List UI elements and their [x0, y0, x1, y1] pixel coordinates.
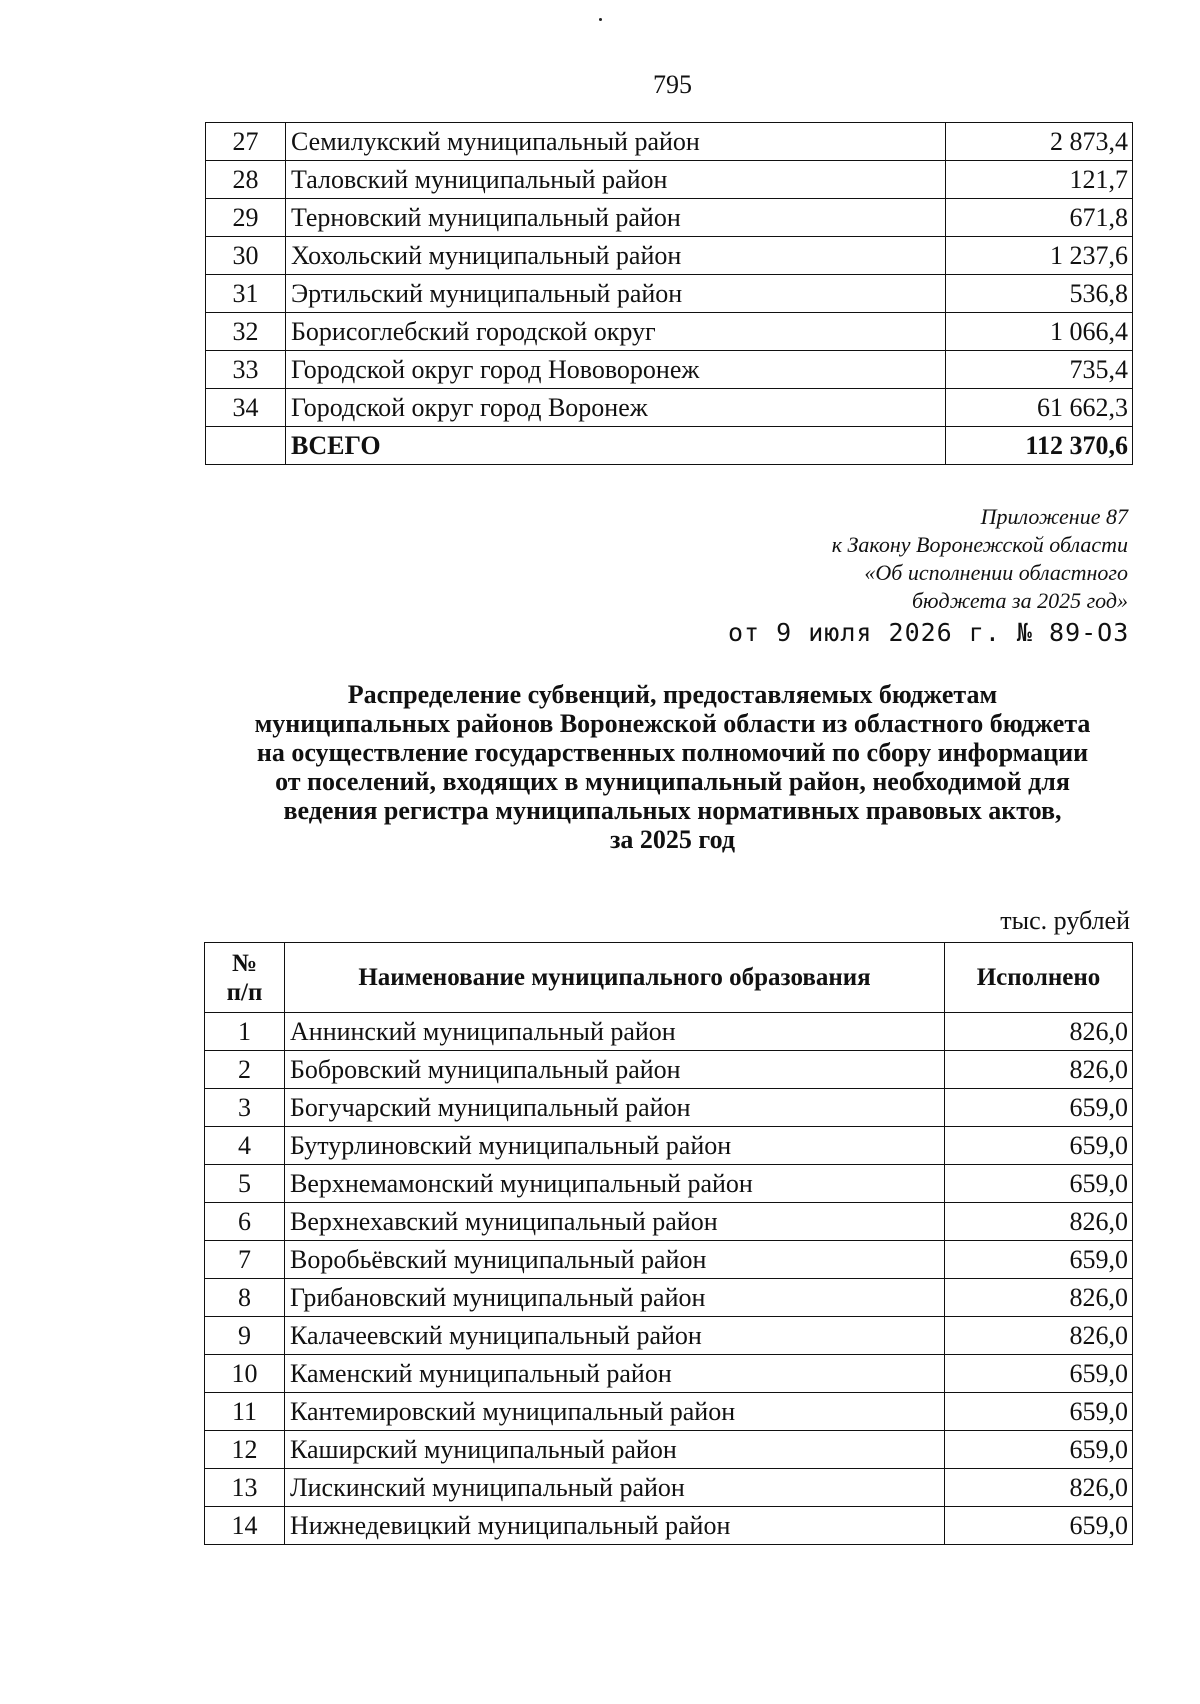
header-num — [205, 943, 285, 1013]
appendix-note — [832, 503, 1128, 615]
table-header-row — [205, 943, 1133, 1013]
title-line: за 2025 год — [609, 825, 735, 854]
row-number: 28 — [206, 161, 286, 199]
table-row — [205, 1507, 1133, 1545]
row-number: 33 — [206, 351, 286, 389]
row-value: 826,0 — [945, 1317, 1133, 1355]
row-name: Каширский муниципальный район — [285, 1431, 945, 1469]
page-number: 795 — [653, 70, 692, 99]
title-line: муниципальных районов Воронежской области из областного бюджета — [254, 709, 1091, 738]
row-value: 536,8 — [946, 275, 1133, 313]
row-name: Семилукский муниципальный район — [286, 123, 946, 161]
row-name: Нижнедевицкий муниципальный район — [285, 1507, 945, 1545]
row-value: 659,0 — [945, 1165, 1133, 1203]
row-value: 826,0 — [945, 1013, 1133, 1051]
row-value: 121,7 — [946, 161, 1133, 199]
row-name: Лискинский муниципальный район — [285, 1469, 945, 1507]
row-number: 9 — [205, 1317, 285, 1355]
continued-table-body — [206, 123, 1133, 465]
appendix-line: Приложение 87 — [980, 504, 1128, 529]
row-number: 8 — [205, 1279, 285, 1317]
table-row — [206, 237, 1133, 275]
row-value: 1 237,6 — [946, 237, 1133, 275]
table-row — [205, 1469, 1133, 1507]
row-number: 11 — [205, 1393, 285, 1431]
row-number: 29 — [206, 199, 286, 237]
law-date-number: от 9 июля 2026 г. № 89-ОЗ — [728, 618, 1130, 647]
row-value: 659,0 — [945, 1089, 1133, 1127]
table-row — [206, 161, 1133, 199]
table-row — [206, 389, 1133, 427]
table-row — [205, 1089, 1133, 1127]
row-name: Бутурлиновский муниципальный район — [285, 1127, 945, 1165]
title-line: на осуществление государственных полномочий по сбору информации — [256, 738, 1089, 767]
row-name: Кантемировский муниципальный район — [285, 1393, 945, 1431]
row-value: 1 066,4 — [946, 313, 1133, 351]
total-number — [206, 427, 286, 465]
row-name: Верхнемамонский муниципальный район — [285, 1165, 945, 1203]
header-num-line1: № — [231, 949, 258, 977]
units-label: тыс. рублей — [1000, 906, 1130, 935]
row-value: 826,0 — [945, 1051, 1133, 1089]
header-name: Наименование муниципального образования — [285, 943, 945, 1013]
table-row — [206, 351, 1133, 389]
table-row — [205, 1279, 1133, 1317]
row-name: Аннинский муниципальный район — [285, 1013, 945, 1051]
row-number: 6 — [205, 1203, 285, 1241]
continued-table — [205, 122, 1133, 465]
table-row — [206, 199, 1133, 237]
row-number: 31 — [206, 275, 286, 313]
row-name: Эртильский муниципальный район — [286, 275, 946, 313]
header-num-line2: п/п — [226, 978, 263, 1006]
row-value: 659,0 — [945, 1355, 1133, 1393]
distribution-table-body — [205, 1013, 1133, 1545]
row-number: 32 — [206, 313, 286, 351]
scan-dot — [599, 18, 602, 21]
header-value: Исполнено — [945, 943, 1133, 1013]
title-line: Распределение субвенций, предоставляемых бюджетам — [347, 680, 998, 709]
row-number: 10 — [205, 1355, 285, 1393]
appendix-line: бюджета за 2025 год» — [911, 588, 1128, 613]
table-row — [206, 123, 1133, 161]
title-line: от поселений, входящих в муниципальный район, необходимой для — [275, 767, 1070, 796]
appendix-line: «Об исполнении областного — [864, 560, 1128, 585]
row-value: 659,0 — [945, 1431, 1133, 1469]
row-name: Каменский муниципальный район — [285, 1355, 945, 1393]
table-row — [205, 1051, 1133, 1089]
appendix-line: к Закону Воронежской области — [831, 532, 1128, 557]
row-name: Терновский муниципальный район — [286, 199, 946, 237]
row-value: 671,8 — [946, 199, 1133, 237]
row-number: 3 — [205, 1089, 285, 1127]
table-row — [205, 1127, 1133, 1165]
document-title — [0, 680, 1200, 854]
row-name: Богучарский муниципальный район — [285, 1089, 945, 1127]
row-number: 5 — [205, 1165, 285, 1203]
table-row — [205, 1317, 1133, 1355]
row-number: 27 — [206, 123, 286, 161]
table-row — [206, 313, 1133, 351]
row-number: 14 — [205, 1507, 285, 1545]
row-name: Таловский муниципальный район — [286, 161, 946, 199]
row-value: 826,0 — [945, 1279, 1133, 1317]
row-name: Городской округ город Воронеж — [286, 389, 946, 427]
row-number: 34 — [206, 389, 286, 427]
row-value: 659,0 — [945, 1393, 1133, 1431]
row-number: 4 — [205, 1127, 285, 1165]
row-name: Борисоглебский городской округ — [286, 313, 946, 351]
table-row — [205, 1203, 1133, 1241]
row-number: 30 — [206, 237, 286, 275]
row-value: 735,4 — [946, 351, 1133, 389]
total-row — [206, 427, 1133, 465]
row-number: 13 — [205, 1469, 285, 1507]
row-value: 826,0 — [945, 1469, 1133, 1507]
table-row — [205, 1013, 1133, 1051]
row-value: 659,0 — [945, 1507, 1133, 1545]
row-name: Бобровский муниципальный район — [285, 1051, 945, 1089]
row-value: 826,0 — [945, 1203, 1133, 1241]
row-name: Городской округ город Нововоронеж — [286, 351, 946, 389]
table-row — [205, 1241, 1133, 1279]
table-row — [205, 1355, 1133, 1393]
row-number: 12 — [205, 1431, 285, 1469]
table-row — [205, 1393, 1133, 1431]
row-name: Хохольский муниципальный район — [286, 237, 946, 275]
table-row — [205, 1431, 1133, 1469]
title-line: ведения регистра муниципальных нормативных правовых актов, — [283, 796, 1062, 825]
row-name: Верхнехавский муниципальный район — [285, 1203, 945, 1241]
row-value: 61 662,3 — [946, 389, 1133, 427]
row-name: Воробьёвский муниципальный район — [285, 1241, 945, 1279]
row-number: 7 — [205, 1241, 285, 1279]
table-row — [205, 1165, 1133, 1203]
distribution-table — [204, 942, 1133, 1545]
row-number: 1 — [205, 1013, 285, 1051]
total-value: 112 370,6 — [946, 427, 1133, 465]
row-number: 2 — [205, 1051, 285, 1089]
row-name: Калачеевский муниципальный район — [285, 1317, 945, 1355]
row-name: Грибановский муниципальный район — [285, 1279, 945, 1317]
row-value: 659,0 — [945, 1127, 1133, 1165]
row-value: 659,0 — [945, 1241, 1133, 1279]
table-row — [206, 275, 1133, 313]
total-label: ВСЕГО — [286, 427, 946, 465]
row-value: 2 873,4 — [946, 123, 1133, 161]
